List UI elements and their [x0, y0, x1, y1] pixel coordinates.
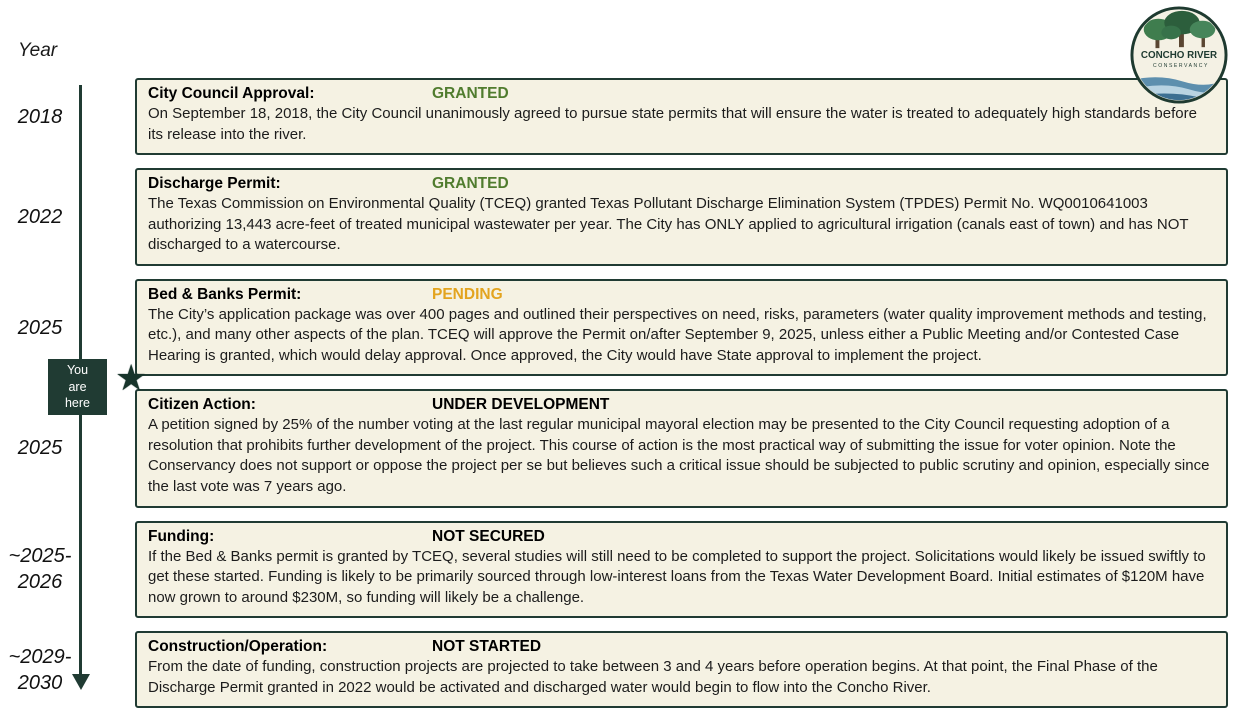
milestone-box — [135, 389, 1228, 507]
timeline-year: 2025 — [17, 316, 63, 339]
milestone-header — [148, 175, 1215, 193]
conservancy-logo-badge — [1126, 6, 1232, 104]
milestone-row — [0, 521, 1240, 619]
milestone-body: The Texas Commission on Environmental Quality (TCEQ) granted Texas Pollutant Discharge Elimination System (TPDES) Permit No. WQ0010641003 authorizing 13,443 acre-feet of treated municipal wastewater per year. The City has ONLY applied to agricultural irrigation (canals east of town) and has NOT discharged to a watercourse. — [148, 195, 1189, 254]
milestone-box — [135, 279, 1228, 377]
you-are-here-star-icon: ★ — [115, 357, 148, 398]
milestone-row — [0, 631, 1240, 708]
logo-name: CONCHO RIVER — [1140, 49, 1218, 61]
milestone-title: Construction/Operation: — [148, 638, 328, 656]
milestone-body: On September 18, 2018, the City Council unanimously agreed to pursue state permits that will ensure the water is treated to adequately high standards before its release into the river. — [148, 105, 1197, 143]
you-are-here-badge — [48, 359, 107, 415]
milestone-box — [135, 631, 1228, 708]
milestone-box — [135, 521, 1228, 619]
timeline-year: 2022 — [17, 205, 63, 228]
milestone-status: GRANTED — [432, 175, 509, 193]
milestone-title: Discharge Permit: — [148, 175, 281, 193]
milestone-header — [148, 286, 1215, 304]
milestone-title: Bed & Banks Permit: — [148, 285, 302, 303]
you-are-here-line: are — [68, 379, 87, 394]
you-are-here-line: here — [64, 396, 91, 411]
conservancy-logo — [1126, 6, 1232, 104]
milestone-status: NOT STARTED — [432, 638, 542, 656]
milestone-body: If the Bed & Banks permit is granted by TCEQ, several studies will still need to be completed to support the project. Solicitations would likely be issued swiftly to get these started. Funding is likely to be primarily sourced through low-interest loans from the Texas Water Development Board. Initial estimates of $120M have now grown to around $230M, so funding will likely be a challenge. — [148, 547, 1206, 606]
milestone-header — [148, 396, 1215, 414]
milestone-header — [148, 528, 1215, 546]
milestone-title: Citizen Action: — [148, 396, 256, 414]
milestone-body: A petition signed by 25% of the number voting at the last regular municipal mayoral election may be presented to the City Council requesting adoption of a resolution that prohibits further development of the project. This course of action is the most practical way of submitting the issue for voter opinion. Note the Conservancy does not support or oppose the project per se but believes such a critical issue should be subjected to public scrutiny and opinion, especially since the last vote was 7 years ago. — [148, 416, 1210, 496]
timeline-year: 2025 — [17, 437, 63, 460]
milestone-header — [148, 85, 1215, 103]
milestone-body: The City’s application package was over 400 pages and outlined their perspectives on need, risks, parameters (water quality improvement methods and testing, etc.), and many other aspects of the plan. TCEQ will approve the Permit on/after September 9, 2025, unless either a Public Meeting and/or Contested Case Hearing is granted, which would delay approval. Once approved, the City would have State approval to implement the project. — [148, 305, 1207, 364]
timeline-year: ~2029-2030 — [8, 645, 72, 694]
timeline-year: 2018 — [17, 105, 63, 128]
milestone-header — [148, 638, 1215, 656]
milestone-status: UNDER DEVELOPMENT — [432, 396, 610, 414]
milestone-row — [0, 279, 1240, 377]
milestone-rows — [0, 78, 1240, 721]
milestone-row — [0, 168, 1240, 266]
milestone-status: GRANTED — [432, 85, 509, 102]
milestone-row — [0, 389, 1240, 507]
milestone-body: From the date of funding, construction projects are projected to take between 3 and 4 years before operation begins. At that point, the Final Phase of the Discharge Permit granted in 2022 would be activated and discharged water would begin to flow into the Concho River. — [148, 658, 1158, 696]
milestone-box — [135, 78, 1228, 155]
milestone-row — [0, 78, 1240, 155]
milestone-status: NOT SECURED — [432, 527, 545, 545]
milestone-title: City Council Approval: — [148, 85, 315, 102]
milestone-status: PENDING — [432, 285, 503, 303]
milestone-title: Funding: — [148, 527, 215, 545]
logo-subname: CONSERVANCY — [1152, 62, 1209, 69]
milestone-box — [135, 168, 1228, 266]
timeline-year: ~2025-2026 — [8, 545, 72, 594]
year-axis-label: Year — [18, 40, 58, 61]
you-are-here-line: You — [66, 363, 89, 378]
